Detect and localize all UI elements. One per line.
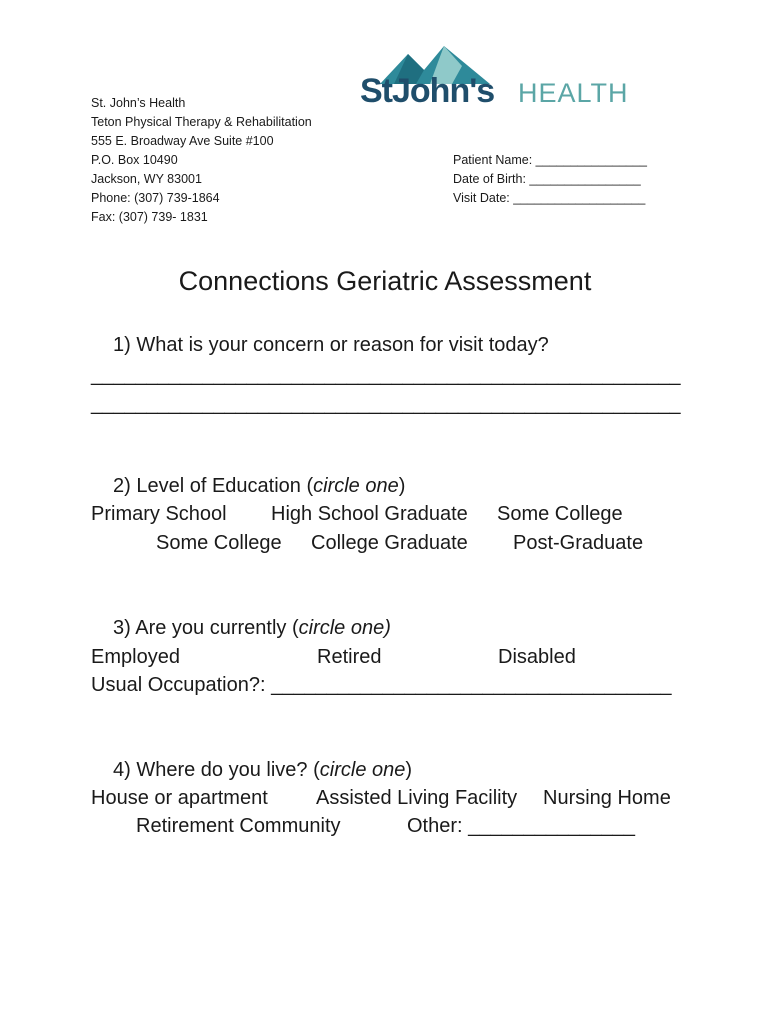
stjohns-health-logo [360, 44, 650, 114]
clinic-address [91, 94, 312, 227]
question-3-text: 3) Are you currently ( [113, 617, 299, 639]
question-4-label [113, 759, 412, 782]
patient-name-field[interactable]: Patient Name: ________________ [453, 153, 647, 167]
answer-line-2[interactable]: _____________________________________________________ [91, 393, 681, 415]
option-employed[interactable]: Employed [91, 646, 180, 668]
option-other[interactable]: Other: _______________ [407, 815, 635, 837]
option-primary-school[interactable]: Primary School [91, 503, 227, 525]
question-1-label: 1) What is your concern or reason for visit today? [113, 334, 549, 356]
visit-date-field[interactable]: Visit Date: ___________________ [453, 191, 646, 205]
address-line: St. John’s Health [91, 96, 186, 110]
address-line: Phone: (307) 739-1864 [91, 191, 220, 205]
address-line: P.O. Box 10490 [91, 153, 178, 167]
address-line: 555 E. Broadway Ave Suite #100 [91, 134, 274, 148]
option-post-graduate[interactable]: Post-Graduate [513, 532, 644, 554]
question-2-hint: circle one [313, 475, 399, 497]
option-college-graduate[interactable]: College Graduate [311, 532, 468, 554]
logo-wordmark: StJohn's [360, 72, 495, 110]
address-line: Fax: (307) 739- 1831 [91, 210, 208, 224]
question-4-text: 4) Where do you live? ( [113, 759, 320, 781]
question-2-close: ) [398, 475, 406, 497]
answer-line-1[interactable]: _____________________________________________________ [91, 364, 681, 386]
option-nursing-home[interactable]: Nursing Home [543, 787, 671, 809]
option-assisted-living[interactable]: Assisted Living Facility [316, 787, 518, 809]
address-line: Jackson, WY 83001 [91, 172, 202, 186]
question-3-hint: circle one) [298, 617, 391, 639]
form-title: Connections Geriatric Assessment [178, 266, 592, 296]
question-4-close: ) [405, 759, 413, 781]
option-some-college-2[interactable]: Some College [156, 532, 282, 554]
logo-tagline: HEALTH [518, 78, 629, 108]
option-high-school-graduate[interactable]: High School Graduate [271, 503, 468, 525]
address-line: Teton Physical Therapy & Rehabilitation [91, 115, 312, 129]
option-some-college[interactable]: Some College [497, 503, 623, 525]
question-4-hint: circle one [319, 759, 406, 781]
date-of-birth-field[interactable]: Date of Birth: ________________ [453, 172, 641, 186]
patient-fields [453, 151, 647, 208]
question-3-label [113, 617, 391, 640]
question-2-text: 2) Level of Education ( [113, 475, 314, 497]
question-2-label [113, 475, 405, 498]
option-retired[interactable]: Retired [317, 646, 382, 668]
occupation-field[interactable]: Usual Occupation?: ____________________________________ [91, 674, 672, 696]
option-house-or-apartment[interactable]: House or apartment [91, 787, 268, 809]
option-disabled[interactable]: Disabled [498, 646, 576, 668]
option-retirement-community[interactable]: Retirement Community [136, 815, 341, 837]
